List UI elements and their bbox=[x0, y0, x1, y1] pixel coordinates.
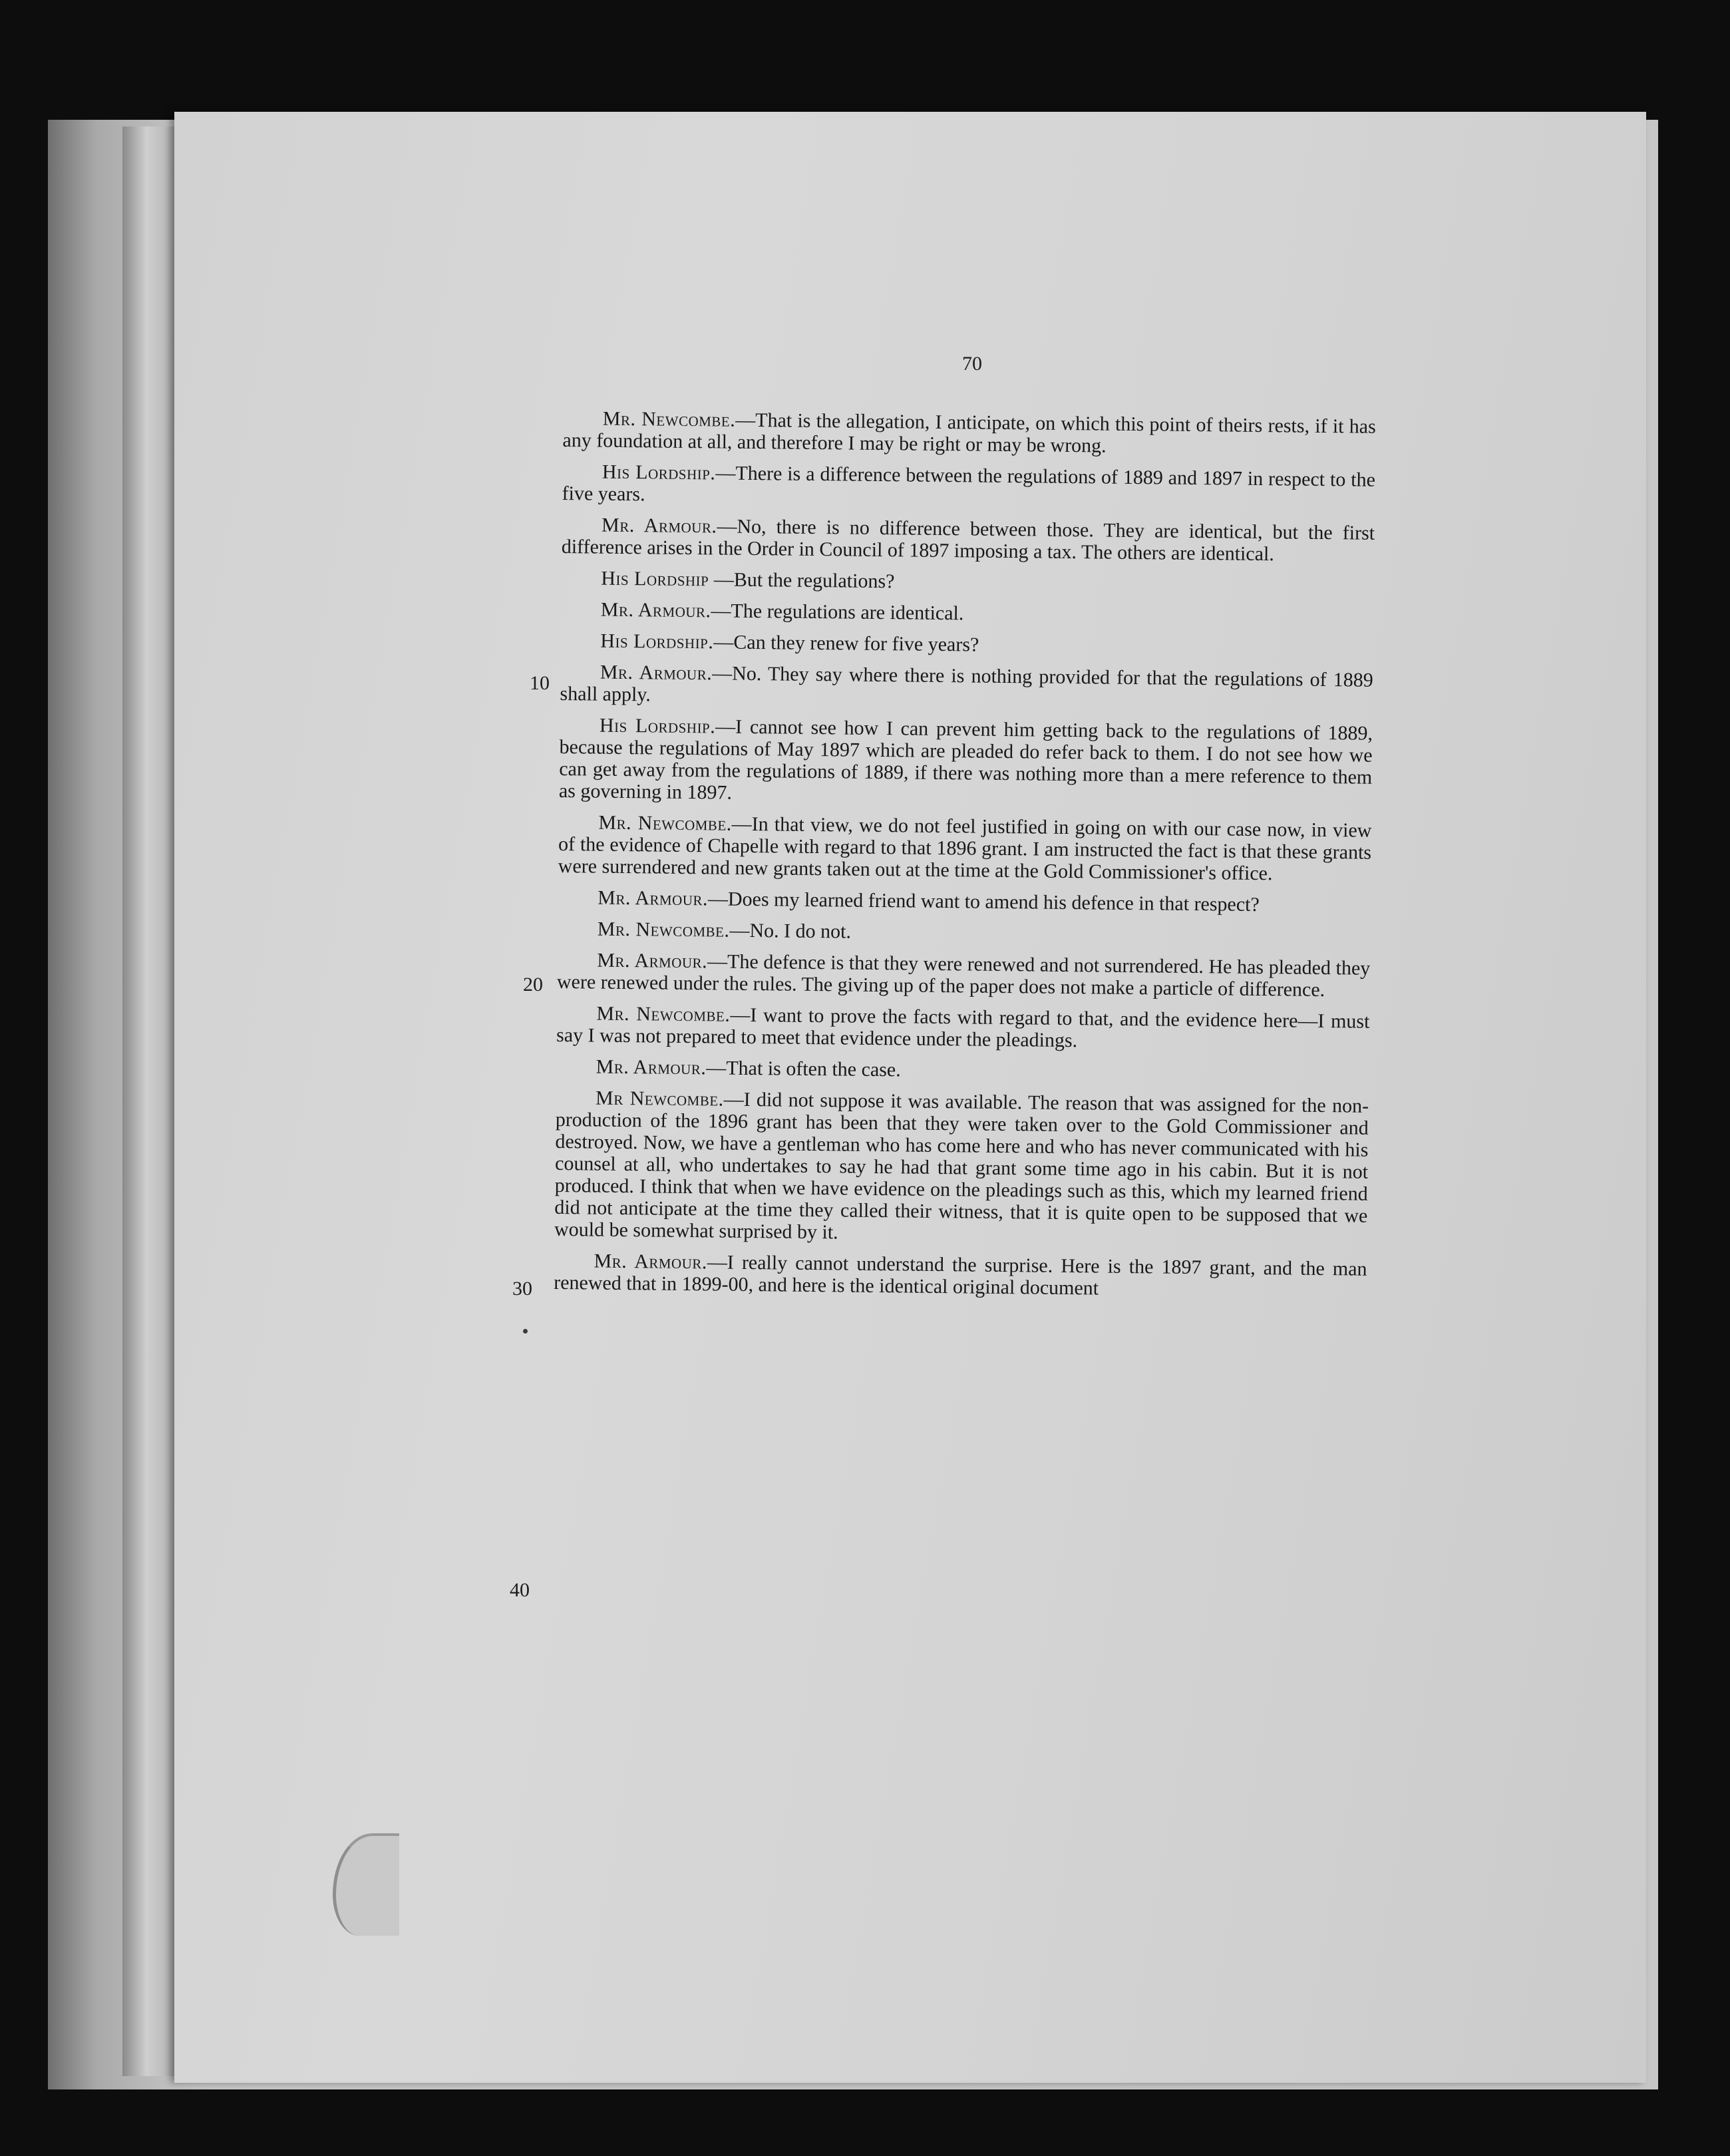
paragraph-text: —I cannot see how I can prevent him getting back to the regulations of 1889, because the regulations of May 1897 which are pleaded do refer back to them. I do not see how we can get away from the regulations of 1889, if there was nothing more than a mere reference to them as governing in 1897. bbox=[558, 715, 1373, 804]
speaker-name: Mr. Armour. bbox=[594, 1250, 708, 1274]
paragraph bbox=[560, 661, 1373, 713]
paragraph bbox=[559, 714, 1373, 810]
speaker-name: Mr. Newcombe. bbox=[596, 1002, 731, 1026]
speaker-name: His Lordship. bbox=[599, 714, 716, 738]
line-number-30: 30 bbox=[512, 1278, 532, 1300]
speaker-name: His Lordship bbox=[601, 567, 709, 591]
line-number-40: 40 bbox=[510, 1579, 530, 1601]
speaker-name: Mr. Newcombe. bbox=[597, 918, 730, 942]
paragraph-text: —No, there is no difference between those. They are identical, but the first difference arises in the Order in Council of 1897 imposing a tax. The others are identical. bbox=[561, 515, 1375, 566]
paragraph bbox=[556, 1055, 1369, 1086]
speaker-name: Mr. Armour. bbox=[596, 1055, 707, 1079]
paragraph bbox=[557, 949, 1371, 1001]
speaker-name: His Lordship. bbox=[600, 629, 714, 653]
paragraph bbox=[562, 514, 1375, 566]
paragraph-text: —Does my learned friend want to amend his defence in that respect? bbox=[707, 888, 1260, 916]
paragraph bbox=[561, 567, 1374, 598]
speaker-name: Mr. Armour. bbox=[598, 886, 709, 910]
transcript-body bbox=[554, 407, 1376, 1312]
paragraph-text: —The defence is that they were renewed and not surrendered. He has pleaded they were renewed under the rules. The giving up of the paper does not make a particle of difference. bbox=[556, 950, 1371, 1001]
speaker-name: Mr. Armour. bbox=[597, 949, 708, 973]
line-number-10: 10 bbox=[530, 672, 550, 694]
line-number-20: 20 bbox=[523, 974, 543, 995]
paragraph-text: —In that view, we do not feel justified in going on with our case now, in view of the evidence of Chapelle with regard to that 1896 grant. I am instructed the fact is that these grants were surrendered and new grants taken out at the time at the Gold Commissioner's office. bbox=[558, 812, 1372, 885]
paragraph bbox=[561, 598, 1374, 629]
speaker-name: Mr. Armour. bbox=[600, 598, 711, 622]
paragraph bbox=[558, 918, 1371, 948]
paragraph-text: —I did not suppose it was available. The reason that was assigned for the non-production of the 1896 grant has been that they were taken over to the Gold Commissioner and destroyed. Now, we have a gentleman who has come here and who has never communicated with his counsel at all, who undertakes to say he had that grant some time ago in his cabin. But it is not produced. I think that when we have evidence on the pleadings such as this, which my learned friend did not anticipate at the time they called their witness, that it is quite open to be supposed that we would be somewhat surprised by it. bbox=[554, 1088, 1369, 1244]
margin-speck bbox=[523, 1329, 528, 1334]
paragraph bbox=[554, 1087, 1369, 1249]
paragraph bbox=[562, 407, 1376, 460]
paragraph-text: —There is a difference between the regulations of 1889 and 1897 in respect to the five years. bbox=[562, 462, 1376, 506]
speaker-name: Mr Newcombe. bbox=[595, 1087, 724, 1111]
paragraph-text: —The regulations are identical. bbox=[711, 600, 964, 625]
speaker-name: Mr. Newcombe. bbox=[602, 407, 736, 431]
speaker-name: Mr. Newcombe. bbox=[598, 811, 732, 835]
paragraph bbox=[558, 811, 1372, 886]
paragraph-text: —No. I do not. bbox=[729, 919, 852, 943]
speaker-name: Mr. Armour. bbox=[601, 514, 717, 538]
paragraph-text: —But the regulations? bbox=[709, 568, 895, 593]
paragraph-text: —I want to prove the facts with regard to that, and the evidence here—I must say I was not prepared to meet that evidence under the pleadings. bbox=[556, 1003, 1370, 1052]
paragraph bbox=[562, 460, 1375, 513]
paragraph-text: —Can they renew for five years? bbox=[713, 631, 979, 656]
paragraph bbox=[556, 1002, 1370, 1055]
paragraph bbox=[558, 886, 1371, 917]
paragraph-text: —That is often the case. bbox=[706, 1057, 901, 1081]
paragraph bbox=[554, 1250, 1367, 1302]
paragraph-text: —No. They say where there is nothing provided for that the regulations of 1889 shall apply. bbox=[560, 662, 1373, 706]
page-fold bbox=[122, 126, 182, 2076]
paragraph bbox=[560, 629, 1373, 660]
speaker-name: His Lordship. bbox=[602, 460, 716, 484]
page-number: 70 bbox=[962, 353, 982, 375]
paragraph-text: —That is the allegation, I anticipate, on which this point of theirs rests, if it has any foundation at all, and therefore I may be right or may be wrong. bbox=[562, 409, 1376, 457]
speaker-name: Mr. Armour. bbox=[600, 661, 713, 685]
paragraph-text: —I really cannot understand the surprise. Here is the 1897 grant, and the man renewed that in 1899-00, and here is the identical original document bbox=[554, 1251, 1367, 1300]
